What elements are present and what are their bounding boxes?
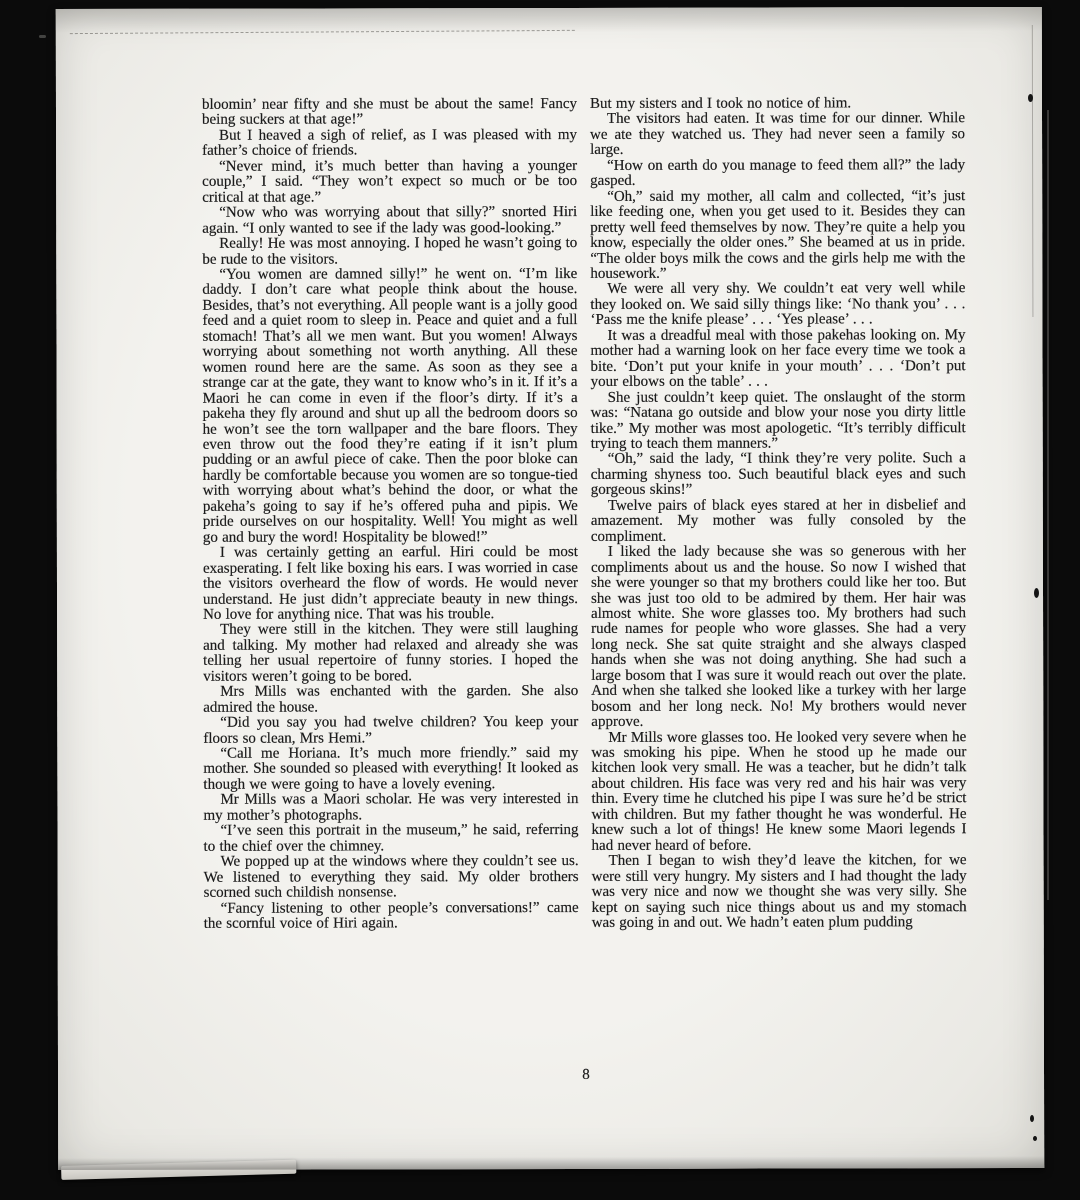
paragraph: “How on earth do you manage to feed them all?” the lady gasped. (590, 156, 966, 190)
right-column (590, 96, 967, 931)
scan-speck (1034, 588, 1039, 598)
paragraph: “Fancy listening to other people’s conversations!” came the scornful voice of Hiri again. (203, 899, 579, 932)
paragraph: The visitors had eaten. It was time for our dinner. While we ate they watched us. They had never seen a family so large. (590, 110, 966, 159)
paragraph: They were still in the kitchen. They were still laughing and talking. My mother had relaxed and already she was telling her usual repertoire of funny stories. I hoped the visitors weren’t going to be bored. (203, 621, 579, 685)
paragraph: She just couldn’t keep quiet. The onslaught of the storm was: “Natana go outside and blow your nose you dirty little tike.” My mother was most apologetic. “It’s terribly difficult trying to teach them manners.” (590, 388, 966, 452)
left-column (202, 97, 579, 932)
book-page-scan (56, 7, 1044, 1170)
adjacent-page-edge-artifact (1047, 110, 1049, 900)
scan-speck (1030, 1115, 1034, 1122)
paragraph: Twelve pairs of black eyes stared at her in disbelief and amazement. My mother was fully consoled by the compliment. (590, 496, 966, 545)
scan-speck (39, 35, 46, 38)
paragraph: We were all very shy. We couldn’t eat very well while they looked on. We said silly things like: ‘No thank you’ . . . ‘Pass me the knife please’ . . . ‘Yes please’ . . . (590, 280, 966, 329)
paragraph: I was certainly getting an earful. Hiri could be most exasperating. I felt like boxing his ears. I was worried in case the visitors overheard the flow of words. He would never understand. He just didn’t appreciate beauty in new things. No love for anything nice. That was his trouble. (202, 544, 579, 623)
paragraph: “I’ve seen this portrait in the museum,” he said, referring to the chief over the chimney. (203, 822, 579, 855)
paragraph: I liked the lady because she was so generous with her compliments about us and the house. So now I wished that she were younger so that my brothers could like her too. But she was just too old to be admired by them. Her hair was almost white. She wore glasses too. My brothers had such rude names for people who wore glasses. She had a very long neck. She sat quite straight and she always clasped hands when she was not doing anything. She had such a large bosom that I was sure it would reach out over the plate. And when she talked she looked like a turkey with her large bosom and her long neck. No! My brothers would never approve. (590, 543, 967, 731)
paragraph: “Now who was worrying about that silly?” snorted Hiri again. “I only wanted to see if the lady was good-looking.” (202, 204, 578, 237)
paragraph: But my sisters and I took no notice of him. (589, 95, 852, 112)
paragraph: Then I began to wish they’d leave the kitchen, for we were still very hungry. My sisters and I had thought the lady was very nice and now we thought she was very silly. She kept on saying such nice things about us and my stomach was going in and out. We hadn’t eaten plum pudding (591, 852, 967, 931)
paragraph: “Did you say you had twelve children? You keep your floors so clean, Mrs Hemi.” (203, 714, 579, 747)
paragraph: It was a dreadful meal with those pakehas looking on. My mother had a warning look on her face every time we took a bite. ‘Don’t put your knife in your mouth’ . . . ‘Don’t put your elbows on the table’ . . . (590, 326, 966, 391)
paragraph: “You women are damned silly!” he went on. “I’m like daddy. I don’t care what people think about the house. Besides, that’s not everything. All people want is a jolly good feed and a quiet room to sleep in. Peace and quiet and a full stomach! That’s all we men want. But you women! Always worrying about something not worth anything. All these women round here are the same. As soon as they see a strange car at the gate, they want to know who’s in it. If it’s a Maori he can come in even if the floor’s dirty. If it’s a pakeha they fly around and shut up all the bedroom doors so he won’t see the torn wallpaper and the bare floors. They even throw out the food they’re eating if it isn’t plum pudding or an awful piece of cake. Then the poor bloke can hardly be comfortable because you women are so tongue-tied with worrying about what’s behind the door, or what the pakeha’s going to say if he’s offered puha and pipis. We pride ourselves on our hospitality. Well! You might as well go and bury the word! Hospitality be blowed!” (202, 265, 578, 546)
paragraph: Mr Mills wore glasses too. He looked very severe when he was smoking his pipe. When he stood up he made our kitchen look very small. He was a teacher, but he didn’t talk about children. His face was very red and his hair was very thin. Every time he clutched his pipe I was sure he’d be strict with children. But my father thought he was wonderful. He knew such a lot of things! He knew some Maori legends I had never heard of before. (591, 728, 967, 854)
scan-speck (1028, 94, 1033, 102)
paragraph: We popped up at the windows where they couldn’t see us. We listened to everything they said. My older brothers scorned such childish nonsense. (203, 853, 579, 901)
paragraph: “Oh,” said the lady, “I think they’re very polite. Such a charming shyness too. Such beautiful black eyes and such gorgeous skins!” (590, 450, 966, 499)
paragraph: “Oh,” said my mother, all calm and collected, “it’s just like feeding one, when you get used to it. Besides they can pretty well feed themselves by now. They’re quite a help you know, especially the older ones.” She beamed at us in pride. “The older boys milk the cows and the girls help me with the housework.” (590, 187, 966, 282)
page-curl-artifact (61, 1160, 296, 1180)
paragraph: Really! He was most annoying. I hoped he wasn’t going to be rude to the visitors. (202, 235, 578, 268)
fold-crease-artifact (70, 30, 575, 34)
paragraph: “Never mind, it’s much better than having a younger couple,” I said. “They won’t expect so much or be too critical at that age.” (202, 157, 578, 206)
page-number: 8 (582, 1066, 590, 1083)
scan-edge-line-artifact (1032, 25, 1034, 317)
paragraph: bloomin’ near fifty and she must be about the same! Fancy being suckers at that age!” (201, 95, 578, 129)
paragraph: But I heaved a sigh of relief, as I was pleased with my father’s choice of friends. (202, 126, 578, 160)
text-area (202, 96, 968, 932)
paragraph: “Call me Horiana. It’s much more friendly.” said my mother. She sounded so pleased with everything! It looked as though we were going to have a lovely evening. (203, 744, 579, 793)
scan-speck (1033, 1136, 1037, 1141)
paragraph: Mrs Mills was enchanted with the garden. She also admired the house. (203, 683, 579, 716)
paragraph: Mr Mills was a Maori scholar. He was very interested in my mother’s photographs. (203, 791, 579, 824)
